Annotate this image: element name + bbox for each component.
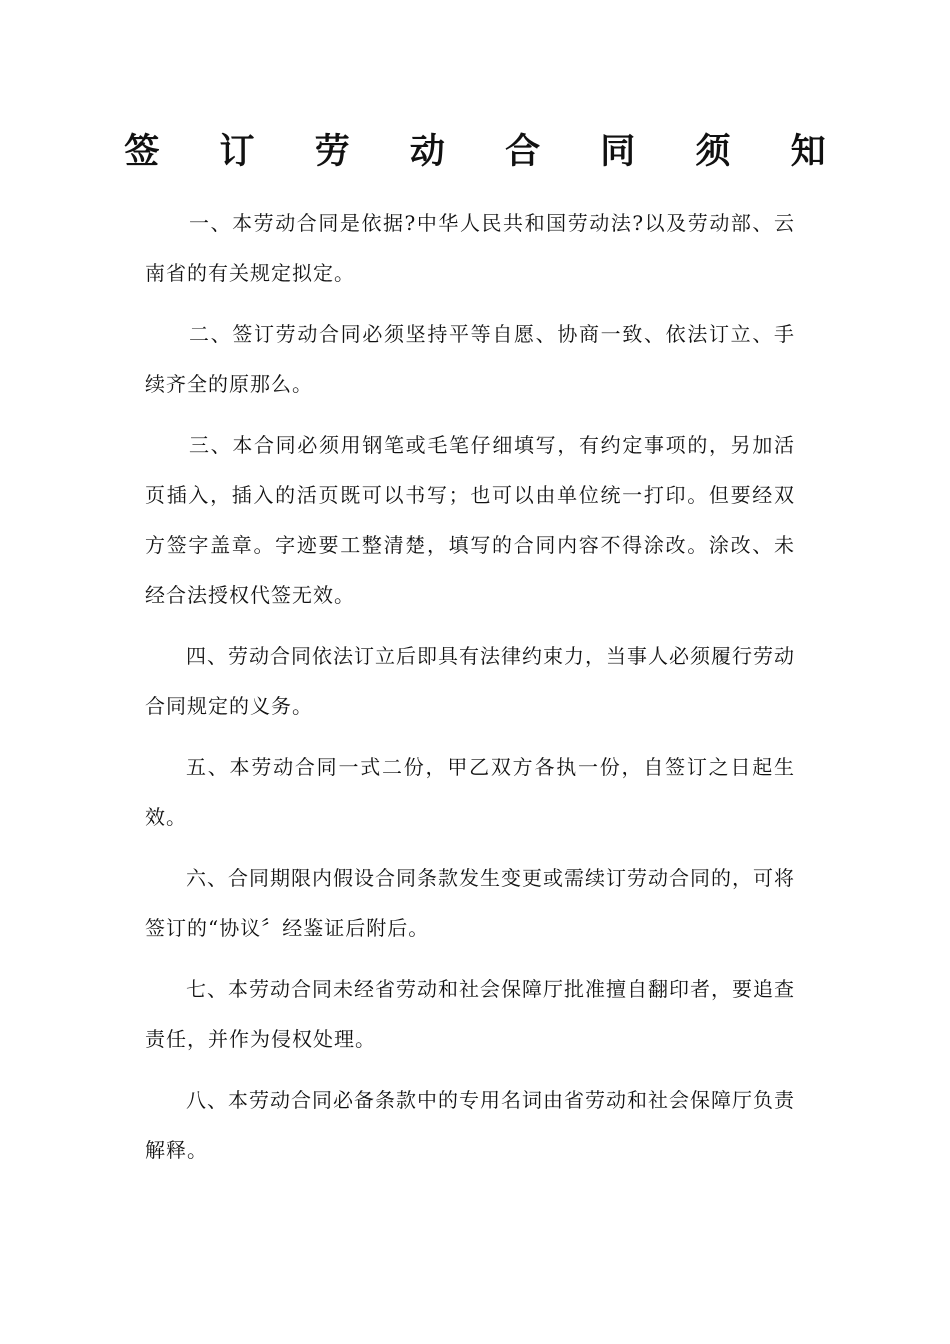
clause-4: 四、劳动合同依法订立后即具有法律约束力，当事人必须履行劳动合同规定的义务。 (145, 644, 795, 718)
document-body (145, 198, 795, 1186)
document-title: 签 订 劳 动 合 同 须 知 (124, 131, 850, 172)
clause-8: 八、本劳动合同必备条款中的专用名词由省劳动和社会保障厅负责解释。 (145, 1088, 795, 1162)
clause-6: 六、合同期限内假设合同条款发生变更或需续订劳动合同的，可将签订的“协议〞经鉴证后附后。 (145, 866, 795, 940)
clause-2: 二、签订劳动合同必须坚持平等自愿、协商一致、依法订立、手续齐全的原那么。 (145, 322, 795, 396)
clause-3: 三、本合同必须用钢笔或毛笔仔细填写，有约定事项的，另加活页插入，插入的活页既可以书写；也可以由单位统一打印。但要经双方签字盖章。字迹要工整清楚，填写的合同内容不得涂改。涂改、未经合法授权代签无效。 (145, 433, 795, 607)
clause-5: 五、本劳动合同一式二份，甲乙双方各执一份，自签订之日起生效。 (145, 755, 795, 829)
clause-7: 七、本劳动合同未经省劳动和社会保障厅批准擅自翻印者，要追查责任，并作为侵权处理。 (145, 977, 795, 1051)
clause-1: 一、本劳动合同是依据?中华人民共和国劳动法?以及劳动部、云南省的有关规定拟定。 (145, 211, 795, 285)
